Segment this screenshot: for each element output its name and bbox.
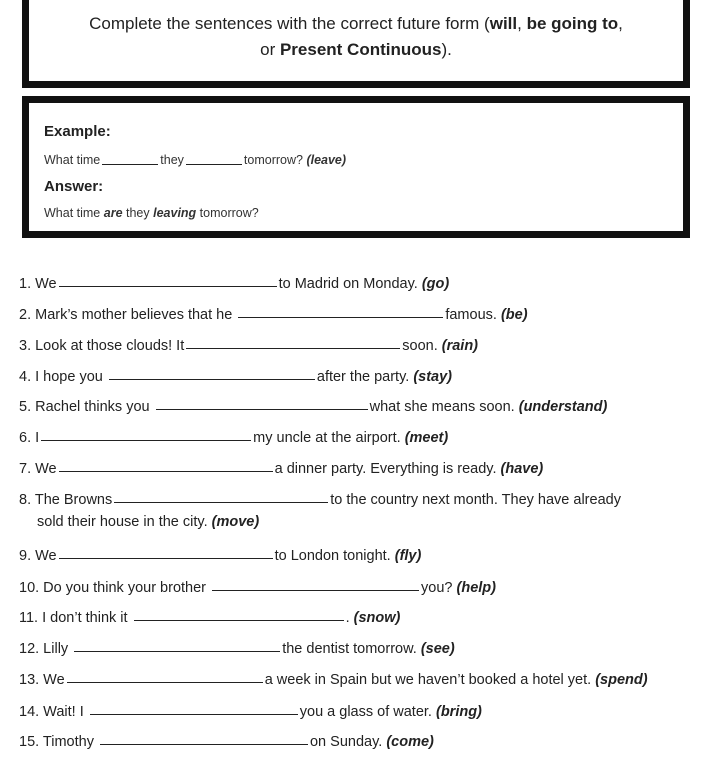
item-text-after: famous. <box>445 307 497 323</box>
verb-hint: (fly) <box>394 548 422 564</box>
item-text-after: my uncle at the airport. <box>253 430 401 446</box>
verb-hint: (be) <box>500 307 528 323</box>
item-text-after: to the country next month. They have already <box>330 492 621 508</box>
example-blank-2 <box>186 152 242 165</box>
instructions-going-to: be going to <box>526 14 619 33</box>
answer-blank[interactable] <box>114 488 328 503</box>
item-text-after: you a glass of water. <box>299 704 432 720</box>
exercise-item-15 <box>19 730 434 752</box>
instructions-present-continuous: Present Continuous <box>279 40 442 59</box>
example-q-b: they <box>160 153 184 167</box>
exercise-item-11 <box>19 606 400 628</box>
example-answer <box>44 206 259 220</box>
exercise-item-2 <box>19 303 528 325</box>
instructions-text-c: or <box>260 40 280 59</box>
exercise-item-8 <box>19 488 621 510</box>
instructions-text-a: Complete the sentences with the correct future form ( <box>89 14 490 33</box>
item-text-before: 11. I don’t think it <box>19 610 128 626</box>
exercise-item-1 <box>19 272 449 294</box>
verb-hint: (go) <box>421 276 450 292</box>
verb-hint: (spend) <box>595 672 648 688</box>
exercise-item-10 <box>19 576 496 598</box>
verb-hint: (have) <box>500 461 544 477</box>
answer-blank[interactable] <box>41 426 251 441</box>
example-q-hint: (leave) <box>306 153 347 167</box>
answer-blank[interactable] <box>156 395 368 410</box>
exercise-item-9 <box>19 544 421 566</box>
item-text-before: 6. I <box>19 430 40 446</box>
exercise-item-6 <box>19 426 448 448</box>
instructions-box <box>22 0 690 88</box>
instructions-text-d: ). <box>441 40 452 59</box>
answer-blank[interactable] <box>186 334 400 349</box>
exercise-item-7 <box>19 457 543 479</box>
item-text-before: 14. Wait! I <box>19 704 84 720</box>
exercise-item-5 <box>19 395 607 417</box>
item-text-after: the dentist tomorrow. <box>282 641 417 657</box>
verb-hint: (rain) <box>441 338 479 354</box>
example-a-a: What time <box>44 206 104 220</box>
instructions-line-2 <box>29 37 683 63</box>
answer-blank[interactable] <box>59 457 273 472</box>
answer-blank[interactable] <box>59 272 277 287</box>
item-text-before: 8. The Browns <box>19 492 113 508</box>
example-blank-1 <box>102 152 158 165</box>
instructions-text-b: , <box>618 14 623 33</box>
example-question <box>44 152 346 167</box>
item-text-after: a dinner party. Everything is ready. <box>274 461 497 477</box>
item-text-after: to Madrid on Monday. <box>278 276 418 292</box>
item-text-before: 15. Timothy <box>19 734 94 750</box>
exercise-item-12 <box>19 637 455 659</box>
item-text-before: 3. Look at those clouds! It <box>19 338 185 354</box>
exercise-item-13 <box>19 668 648 690</box>
item-text-after: what she means soon. <box>369 399 515 415</box>
verb-hint: (meet) <box>404 430 449 446</box>
item-text-before: 13. We <box>19 672 65 688</box>
item-text-after: after the party. <box>316 369 410 385</box>
example-a-b: they <box>122 206 154 220</box>
item-text-after: a week in Spain but we haven’t booked a hotel yet. <box>264 672 592 688</box>
item-text-after: on Sunday. <box>309 734 383 750</box>
verb-hint: (come) <box>386 734 434 750</box>
item-text-before: 4. I hope you <box>19 369 103 385</box>
verb-hint: (bring) <box>435 704 482 720</box>
exercise-item-4 <box>19 365 452 387</box>
verb-hint: (understand) <box>518 399 608 415</box>
verb-hint: (move) <box>211 514 260 530</box>
item-text-continuation: sold their house in the city. <box>37 514 208 530</box>
item-text-before: 9. We <box>19 548 57 564</box>
example-box <box>22 96 690 238</box>
item-text-before: 7. We <box>19 461 57 477</box>
verb-hint: (help) <box>456 580 496 596</box>
item-text-before: 12. Lilly <box>19 641 69 657</box>
answer-blank[interactable] <box>212 576 419 591</box>
instructions-will: will <box>489 14 518 33</box>
answer-blank[interactable] <box>67 668 263 683</box>
instructions-comma: , <box>517 14 527 33</box>
example-label: Example: <box>44 123 111 140</box>
verb-hint: (snow) <box>353 610 401 626</box>
verb-hint: (see) <box>420 641 455 657</box>
verb-hint: (stay) <box>413 369 453 385</box>
answer-blank[interactable] <box>74 637 280 652</box>
item-text-before: 1. We <box>19 276 57 292</box>
answer-label: Answer: <box>44 178 104 195</box>
answer-blank[interactable] <box>134 606 344 621</box>
exercise-item-3 <box>19 334 478 356</box>
exercise-item-14 <box>19 700 482 722</box>
exercise-item-8-continuation <box>37 514 259 530</box>
answer-blank[interactable] <box>238 303 443 318</box>
item-text-before: 2. Mark’s mother believes that he <box>19 307 233 323</box>
example-a-leaving: leaving <box>153 206 197 220</box>
item-text-after: soon. <box>402 338 438 354</box>
item-text-before: 10. Do you think your brother <box>19 580 206 596</box>
answer-blank[interactable] <box>109 365 315 380</box>
item-text-after: . <box>345 610 350 626</box>
answer-blank[interactable] <box>59 544 273 559</box>
item-text-after: to London tonight. <box>274 548 391 564</box>
example-a-are: are <box>103 206 123 220</box>
item-text-after: you? <box>421 580 453 596</box>
item-text-before: 5. Rachel thinks you <box>19 399 150 415</box>
example-q-c: tomorrow? <box>243 153 303 167</box>
answer-blank[interactable] <box>100 730 308 745</box>
answer-blank[interactable] <box>90 700 298 715</box>
example-q-a: What time <box>44 153 101 167</box>
example-a-c: tomorrow? <box>196 206 259 220</box>
